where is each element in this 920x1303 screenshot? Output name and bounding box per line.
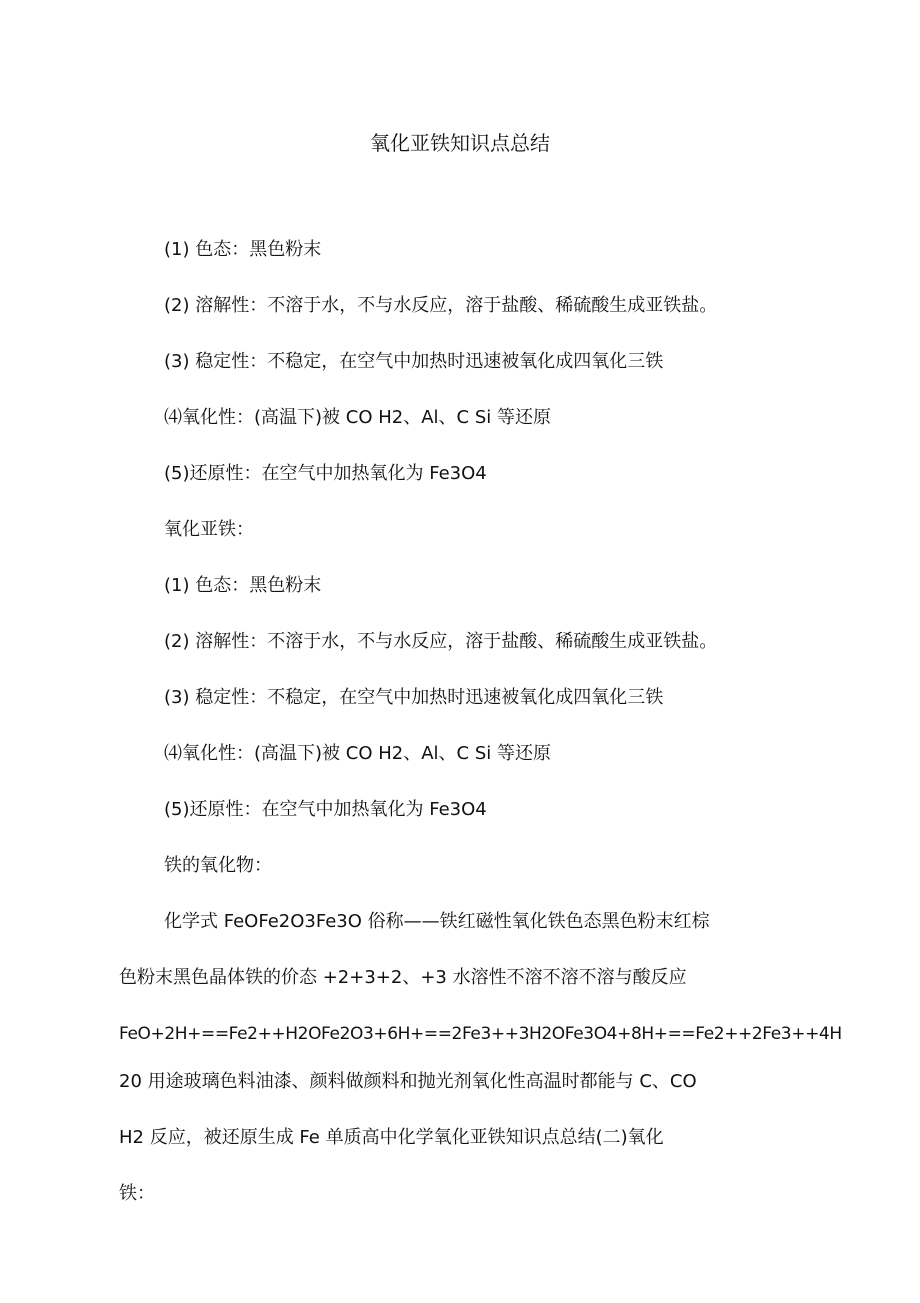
document-title: 氧化亚铁知识点总结 — [370, 131, 550, 155]
s2-item-color: (1) 色态：黑色粉末 — [164, 575, 322, 596]
s3-paragraph-line-3: FeO+2H+==Fe2++H2OFe2O3+6H+==2Fe3++3H2OFe3O4+8H+==Fe2++2Fe3++4H — [119, 1024, 842, 1044]
s3-paragraph-line-5: H2 反应，被还原生成 Fe 单质高中化学氧化亚铁知识点总结(二)氧化 — [119, 1127, 664, 1148]
s3-paragraph-line-2: 色粉末黑色晶体铁的价态 +2+3+2、+3 水溶性不溶不溶不溶与酸反应 — [119, 967, 687, 988]
s1-item-oxidizing: ⑷氧化性：(高温下)被 CO H2、Al、C Si 等还原 — [164, 407, 551, 428]
s3-paragraph-line-4: 20 用途玻璃色料油漆、颜料做颜料和抛光剂氧化性高温时都能与 C、CO — [119, 1071, 697, 1092]
s2-item-reducing: (5)还原性：在空气中加热氧化为 Fe3O4 — [164, 799, 487, 820]
s2-item-oxidizing: ⑷氧化性：(高温下)被 CO H2、Al、C Si 等还原 — [164, 743, 551, 764]
s2-item-solubility: (2) 溶解性：不溶于水，不与水反应，溶于盐酸、稀硫酸生成亚铁盐。 — [164, 631, 718, 652]
s1-item-reducing: (5)还原性：在空气中加热氧化为 Fe3O4 — [164, 463, 487, 484]
s2-item-stability: (3) 稳定性：不稳定，在空气中加热时迅速被氧化成四氧化三铁 — [164, 687, 664, 708]
s3-heading: 铁的氧化物： — [164, 855, 272, 876]
s3-paragraph-line-6: 铁： — [119, 1183, 155, 1204]
s3-paragraph-line-1: 化学式 FeOFe2O3Fe3O 俗称——铁红磁性氧化铁色态黑色粉末红棕 — [164, 911, 710, 932]
s1-item-color: (1) 色态：黑色粉末 — [164, 239, 322, 260]
s2-heading: 氧化亚铁： — [164, 519, 254, 540]
s1-item-stability: (3) 稳定性：不稳定，在空气中加热时迅速被氧化成四氧化三铁 — [164, 351, 664, 372]
s1-item-solubility: (2) 溶解性：不溶于水，不与水反应，溶于盐酸、稀硫酸生成亚铁盐。 — [164, 295, 718, 316]
